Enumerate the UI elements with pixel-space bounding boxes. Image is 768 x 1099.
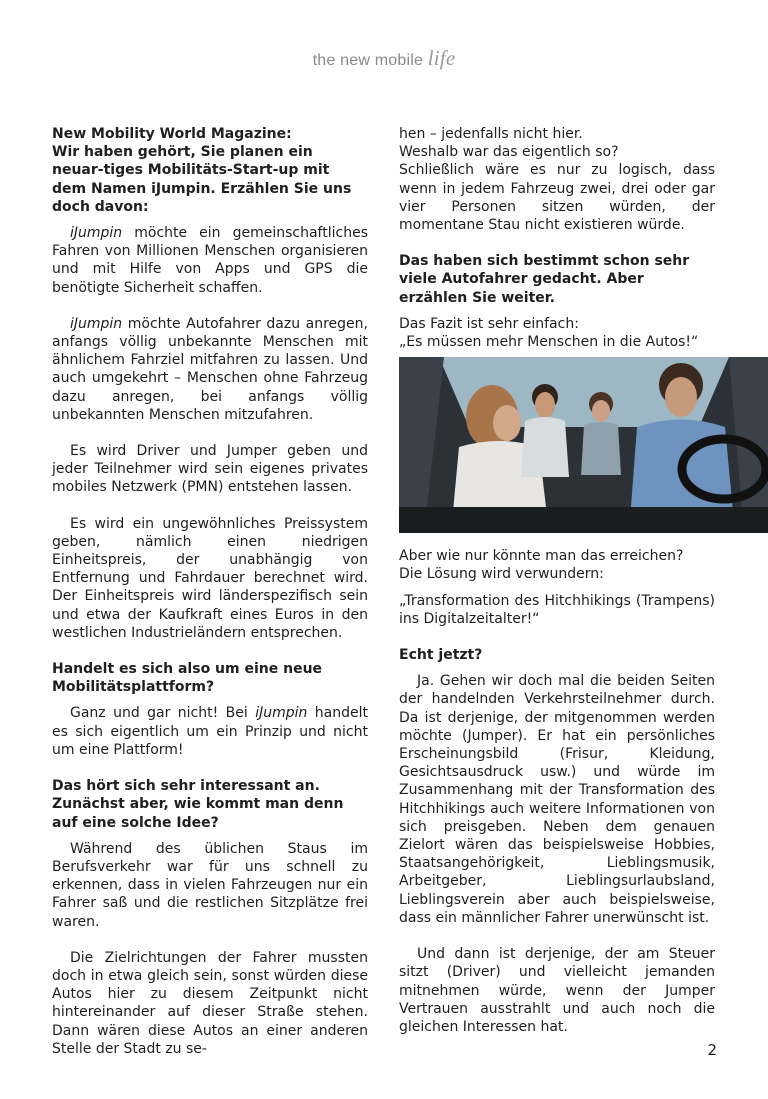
paragraph-text: Und dann ist derjenige, der am Steuer sitzt (Driver) und vielleicht jemanden mitnehmen würde, wenn der Jumper Vertrauen ausstrahlt und auch noch die gleichen Interessen hat. xyxy=(399,946,715,1035)
paragraph-text: Ja. Gehen wir doch mal die beiden Seiten der handelnden Verkehrsteilnehmer durch. Da ist derjenige, der mitgenommen werden möchte (Jumper). Er hat ein persönliches Erscheinungsbild (Frisur, Kleidung, Gesichtsausdruck usw.) und würde im Zusammenhang mit der Transformation des Hitchhikings auch weitere Informationen von sich preisgeben. Neben dem genauen Zielort wären das beispielsweise Hobbies, Staatsangehörigkeit, Lieblingsmusik, Arbeitgeber, Lieblingsurlaubsland, Lieblingsverein aber auch beispielsweise, dass ein männlicher Fahrer unerwünscht ist. xyxy=(399,673,715,926)
body-paragraph xyxy=(399,592,715,628)
paragraph-text: möchte Autofahrer dazu anregen, anfangs völlig unbekannte Menschen mit ähnlichem Fahrziel mitfahren zu lassen. Und auch umgekehrt – Menschen ohne Fahrzeug dazu anregen, bei anfangs völlig unbekannten Menschen mitzufahren. xyxy=(52,315,368,423)
paragraph-text: Es wird ein ungewöhnliches Preissystem geben, nämlich einen niedrigen Einheitspreis, der unabhängig von Entfernung und Fahrdauer berechnet wird. Der Einheitspreis wird länderspezifisch sein und etwa der Kaufkraft eines Euros in den westlichen Industrieländern entsprechen. xyxy=(52,515,368,641)
header-text: the new mobile xyxy=(312,52,428,69)
spacer xyxy=(399,234,715,252)
interview-question xyxy=(52,125,368,143)
paragraph-text: Das Fazit ist sehr einfach: xyxy=(399,315,579,332)
spacer xyxy=(399,628,715,646)
body-paragraph xyxy=(52,949,368,1058)
car-passengers-photo xyxy=(399,357,768,533)
spacer xyxy=(399,664,715,672)
question-text: Das haben sich bestimmt schon sehr viele Autofahrer gedacht. Aber erzählen Sie weiter. xyxy=(399,253,690,306)
body-paragraph xyxy=(52,840,368,931)
brand-name: iJumpin xyxy=(255,705,308,722)
body-paragraph xyxy=(399,143,715,161)
paragraph-text: Weshalb war das eigentlich so? xyxy=(399,144,619,161)
interview-question xyxy=(52,143,368,216)
body-paragraph xyxy=(52,515,368,642)
interview-question xyxy=(399,646,715,664)
spacer xyxy=(52,832,368,840)
paragraph-text: „Es müssen mehr Menschen in die Autos!“ xyxy=(399,334,699,351)
header-script-word: life xyxy=(427,46,456,70)
question-text: New Mobility World Magazine: xyxy=(52,126,292,142)
spacer xyxy=(52,931,368,949)
spacer xyxy=(399,927,715,945)
question-text: Echt jetzt? xyxy=(399,647,483,664)
body-paragraph xyxy=(399,945,715,1036)
paragraph-text: „Transformation des Hitchhikings (Trampens) ins Digitalzeitalter!“ xyxy=(399,592,715,627)
paragraph-text: handelt es sich eigentlich um ein Prinzip und nicht um eine Plattform! xyxy=(52,705,369,758)
spacer xyxy=(399,307,715,315)
paragraph-text: Es wird Driver und Jumper geben und jeder Teilnehmer wird sein eigenes privates mobiles Netzwerk (PMN) entstehen lassen. xyxy=(52,443,368,496)
paragraph-text: möchte ein gemeinschaftliches Fahren von Millionen Menschen organisieren und mit Hilfe von Apps und GPS die benötigte Sicherheit schaffen. xyxy=(52,225,368,296)
body-paragraph xyxy=(52,442,368,497)
left-column xyxy=(52,125,368,1058)
spacer xyxy=(52,696,368,704)
interview-question xyxy=(399,252,715,307)
paragraph-text: Schließlich wäre es nur zu logisch, dass wenn in jedem Fahrzeug zwei, drei oder gar vier Personen sitzen würden, der momentane Stau nicht existieren würde. xyxy=(399,162,715,234)
body-paragraph xyxy=(399,161,715,234)
photo-illustration xyxy=(399,357,768,533)
paragraph-text: Während des üblichen Staus im Berufsverkehr war für uns schnell zu erkennen, dass in vielen Fahrzeugen nur ein Fahrer saß und die restlichen Sitzplätze frei waren. xyxy=(52,840,368,930)
body-paragraph xyxy=(52,704,368,759)
interview-question xyxy=(52,777,368,832)
body-paragraph xyxy=(52,315,368,424)
interview-question xyxy=(52,660,368,696)
spacer xyxy=(52,424,368,442)
brand-name: iJumpin xyxy=(70,315,123,332)
page-number: 2 xyxy=(707,1041,717,1059)
body-paragraph xyxy=(399,547,715,565)
spacer xyxy=(52,642,368,660)
body-paragraph xyxy=(399,315,715,333)
body-paragraph xyxy=(399,565,715,583)
right-column xyxy=(399,125,715,1036)
brand-name: iJumpin xyxy=(70,225,123,242)
body-paragraph xyxy=(399,333,715,351)
spacer xyxy=(52,216,368,224)
paragraph-text: Die Lösung wird verwundern: xyxy=(399,566,604,583)
spacer xyxy=(399,584,715,592)
paragraph-text: Aber wie nur könnte man das erreichen? xyxy=(399,548,684,565)
question-text: Handelt es sich also um eine neue Mobilitätsplattform? xyxy=(52,661,323,696)
paragraph-text: hen – jedenfalls nicht hier. xyxy=(399,126,583,142)
body-paragraph xyxy=(52,224,368,297)
question-text: Wir haben gehört, Sie planen ein neuar-tiges Mobilitäts-Start-up mit dem Namen iJumpin. Erzählen Sie uns doch davon: xyxy=(52,144,352,215)
paragraph-text: Ganz und gar nicht! Bei xyxy=(70,705,256,722)
question-text: Das hört sich sehr interessant an. Zunächst aber, wie kommt man denn auf eine solche Idee? xyxy=(52,778,344,831)
paragraph-text: Die Zielrichtungen der Fahrer mussten doch in etwa gleich sein, sonst würden diese Autos hier zu diesem Zeitpunkt nicht hintereinander auf dieser Straße stehen. Dann wären diese Autos an einer anderen Stelle der Stadt zu se- xyxy=(52,949,368,1057)
body-paragraph xyxy=(399,672,715,927)
spacer xyxy=(52,297,368,315)
spacer xyxy=(52,497,368,515)
page-header xyxy=(0,46,768,71)
spacer xyxy=(52,759,368,777)
body-paragraph xyxy=(399,125,715,143)
